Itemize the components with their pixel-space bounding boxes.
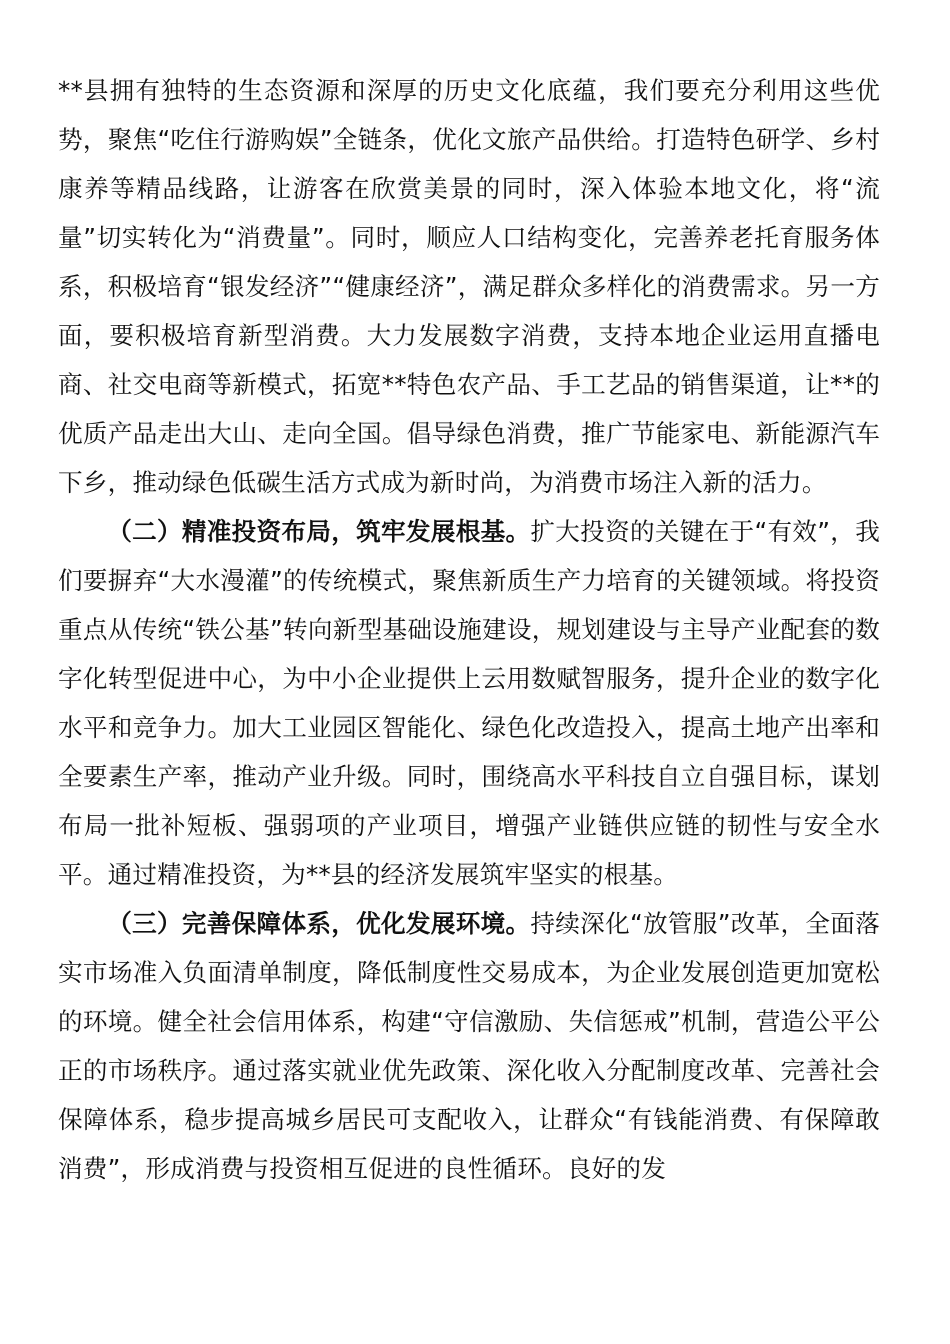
paragraph-precise-investment bbox=[58, 507, 880, 899]
paragraph-guarantee-system bbox=[58, 899, 880, 1193]
section-heading-two: （二）精准投资布局，筑牢发展根基。 bbox=[107, 517, 531, 546]
paragraph-text: 持续深化“放管服”改革，全面落实市场准入负面清单制度，降低制度性交易成本，为企业发展创造更加宽松的环境。健全社会信用体系，构建“守信激励、失信惩戒”机制，营造公平公正的市场秩序。通过落实就业优先政策、深化收入分配制度改革、完善社会保障体系，稳步提高城乡居民可支配收入，让群众“有钱能消费、有保障敢消费”，形成消费与投资相互促进的良性循环。良好的发 bbox=[58, 909, 880, 1183]
paragraph-text: **县拥有独特的生态资源和深厚的历史文化底蕴，我们要充分利用这些优势，聚焦“吃住行游购娱”全链条，优化文旅产品供给。打造特色研学、乡村康养等精品线路，让游客在欣赏美景的同时，深入体验本地文化，将“流量”切实转化为“消费量”。同时，顺应人口结构变化，完善养老托育服务体系，积极培育“银发经济”“健康经济”，满足群众多样化的消费需求。另一方面，要积极培育新型消费。大力发展数字消费，支持本地企业运用直播电商、社交电商等新模式，拓宽**特色农产品、手工艺品的销售渠道，让**的优质产品走出大山、走向全国。倡导绿色消费，推广节能家电、新能源汽车下乡，推动绿色低碳生活方式成为新时尚，为消费市场注入新的活力。 bbox=[58, 76, 880, 497]
section-heading-three: （三）完善保障体系，优化发展环境。 bbox=[107, 909, 531, 938]
paragraph-text: 扩大投资的关键在于“有效”，我们要摒弃“大水漫灌”的传统模式，聚焦新质生产力培育的关键领域。将投资重点从传统“铁公基”转向新型基础设施建设，规划建设与主导产业配套的数字化转型促进中心，为中小企业提供上云用数赋智服务，提升企业的数字化水平和竞争力。加大工业园区智能化、绿色化改造投入，提高土地产出率和全要素生产率，推动产业升级。同时，围绕高水平科技自立自强目标，谋划布局一批补短板、强弱项的产业项目，增强产业链供应链的韧性与安全水平。通过精准投资，为**县的经济发展筑牢坚实的根基。 bbox=[58, 517, 880, 889]
document-page bbox=[58, 66, 880, 1193]
paragraph-tourism-consumption bbox=[58, 66, 880, 507]
